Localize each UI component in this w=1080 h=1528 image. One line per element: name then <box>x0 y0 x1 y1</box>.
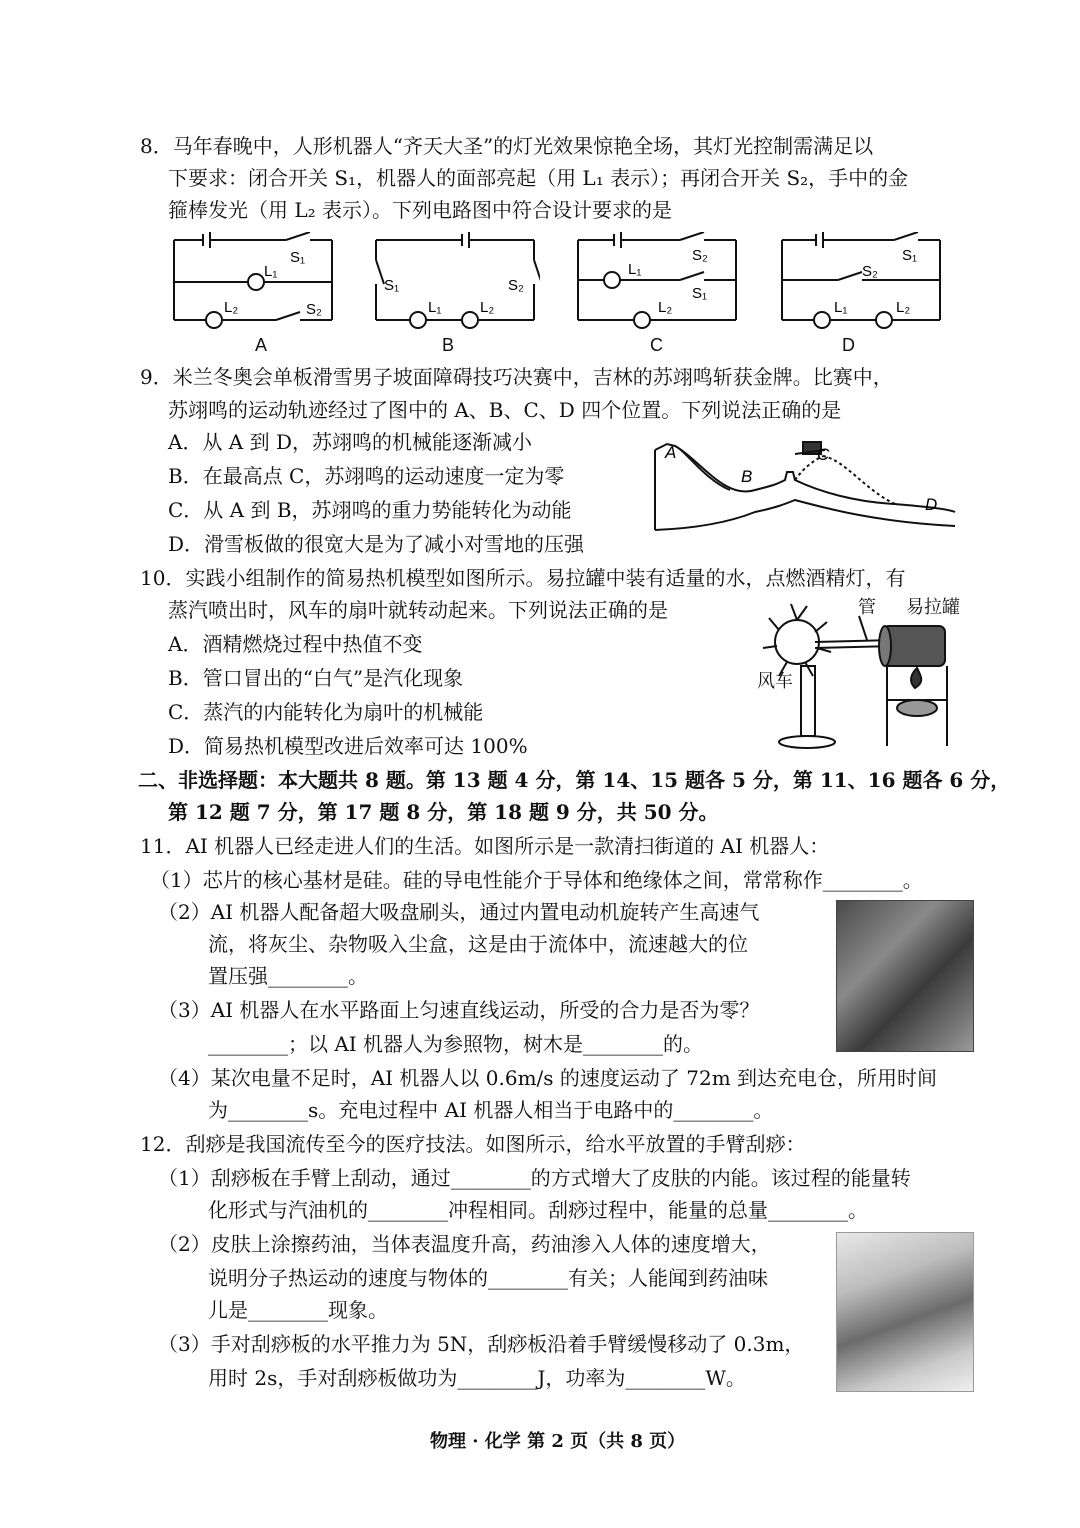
label-can: 易拉罐 <box>906 597 960 617</box>
q10-option-d: D．简易热机模型改进后效率可达 100% <box>168 734 528 758</box>
q11-part2-line3: 置压强________。 <box>208 964 368 988</box>
label-pipe: 管 <box>858 597 876 617</box>
circuit-a-l1: L₁ <box>264 263 278 280</box>
ski-label-b: B <box>741 467 753 486</box>
ski-slope-figure <box>645 430 965 535</box>
circuit-b-l2: L₂ <box>480 299 495 316</box>
q11-part1: （1）芯片的核心基材是硅。硅的导电性能介于导体和绝缘体之间，常常称作________。 <box>150 868 923 892</box>
guasha-photo <box>836 1232 974 1392</box>
ski-label-c: C <box>817 445 830 464</box>
q12-part1-line1: （1）刮痧板在手臂上刮动，通过________的方式增大了皮肤的内能。该过程的能量转 <box>158 1166 911 1190</box>
circuit-c <box>572 232 742 332</box>
circuit-d-letter: D <box>842 335 855 355</box>
q12-part3-line1: （3）手对刮痧板的水平推力为 5N，刮痧板沿着手臂缓慢移动了 0.3m， <box>158 1332 805 1356</box>
circuit-c-s2: S₂ <box>692 247 708 264</box>
circuit-a-s1: S₁ <box>290 249 306 266</box>
circuit-a-l2: L₂ <box>224 299 239 316</box>
q9-line2: 苏翊鸣的运动轨迹经过了图中的 A、B、C、D 四个位置。下列说法正确的是 <box>168 398 842 422</box>
q8-line1: 8．马年春晚中，人形机器人“齐天大圣”的灯光效果惊艳全场，其灯光控制需满足以 <box>140 134 874 158</box>
circuit-d-s2: S₂ <box>862 263 878 280</box>
q12-part2-line1: （2）皮肤上涂擦药油，当体表温度升高，药油渗入人体的速度增大， <box>158 1232 771 1256</box>
q10-option-c: C．蒸汽的内能转化为扇叶的机械能 <box>168 700 484 724</box>
q9-option-b: B．在最高点 C，苏翊鸣的运动速度一定为零 <box>168 464 565 488</box>
circuit-d-s1: S₁ <box>902 247 918 264</box>
q12-part2-line2: 说明分子热运动的速度与物体的________有关；人能闻到药油味 <box>208 1266 768 1290</box>
ski-label-a: A <box>665 443 677 462</box>
q11-stem: 11．AI 机器人已经走进人们的生活。如图所示是一款清扫街道的 AI 机器人： <box>140 834 830 858</box>
q9-option-d: D．滑雪板做的很宽大是为了减小对雪地的压强 <box>168 532 585 556</box>
circuit-b <box>370 232 540 332</box>
q11-part4-line1: （4）某次电量不足时，AI 机器人以 0.6m/s 的速度运动了 72m 到达充电仓，所用时间 <box>158 1066 938 1090</box>
circuit-c-letter: C <box>650 335 663 355</box>
circuit-d <box>776 232 946 332</box>
q10-option-b: B．管口冒出的“白气”是汽化现象 <box>168 666 464 690</box>
q11-part4-line2: 为________s。充电过程中 AI 机器人相当于电路中的________。 <box>208 1098 774 1122</box>
circuit-c-l1: L₁ <box>628 261 642 278</box>
q10-line1: 10．实践小组制作的简易热机模型如图所示。易拉罐中装有适量的水，点燃酒精灯，有 <box>140 566 906 590</box>
q12-part1-line2: 化形式与汽油机的________冲程相同。刮痧过程中，能量的总量________。 <box>208 1198 868 1222</box>
q12-part2-line3: 儿是________现象。 <box>208 1298 388 1322</box>
section2-line1: 二、非选择题：本大题共 8 题。第 13 题 4 分，第 14、15 题各 5 分，第 11、16 题各 6 分， <box>138 768 1011 792</box>
q9-option-a: A．从 A 到 D，苏翊鸣的机械能逐渐减小 <box>168 430 532 454</box>
circuit-a-letter: A <box>255 335 268 355</box>
circuit-c-s1: S₁ <box>692 285 708 302</box>
circuit-d-l1: L₁ <box>834 299 848 316</box>
circuit-d-l2: L₂ <box>896 299 911 316</box>
circuit-b-s2: S₂ <box>508 277 524 294</box>
circuit-a <box>168 232 338 332</box>
circuit-b-s1: S₁ <box>384 277 400 294</box>
q10-line2: 蒸汽喷出时，风车的扇叶就转动起来。下列说法正确的是 <box>168 598 668 622</box>
circuit-b-l1: L₁ <box>428 299 442 316</box>
page-footer: 物理 · 化学 第 2 页（共 8 页） <box>430 1431 686 1452</box>
circuit-a-s2: S₂ <box>306 301 322 318</box>
q10-option-a: A．酒精燃烧过程中热值不变 <box>168 632 423 656</box>
q12-stem: 12．刮痧是我国流传至今的医疗技法。如图所示，给水平放置的手臂刮痧： <box>140 1132 806 1156</box>
label-windmill: 风车 <box>757 671 793 691</box>
q11-part3-line1: （3）AI 机器人在水平路面上匀速直线运动，所受的合力是否为零？ <box>158 998 760 1022</box>
q11-part2-line2: 流，将灰尘、杂物吸入尘盒，这是由于流体中，流速越大的位 <box>208 932 748 956</box>
circuit-c-l2: L₂ <box>658 299 673 316</box>
q12-part3-line2: 用时 2s，手对刮痧板做功为________J，功率为________W。 <box>208 1366 746 1390</box>
q8-line2: 下要求：闭合开关 S₁，机器人的面部亮起（用 L₁ 表示）；再闭合开关 S₂，手中的金 <box>168 166 909 190</box>
section2-line2: 第 12 题 7 分，第 17 题 8 分，第 18 题 9 分，共 50 分。 <box>168 800 719 824</box>
ai-robot-photo <box>836 900 974 1052</box>
q9-option-c: C．从 A 到 B，苏翊鸣的重力势能转化为动能 <box>168 498 572 522</box>
q11-part2-line1: （2）AI 机器人配备超大吸盘刷头，通过内置电动机旋转产生高速气 <box>158 900 760 924</box>
ski-label-d: D <box>925 495 938 514</box>
q11-part3-line2: ________；以 AI 机器人为参照物，树木是________的。 <box>208 1032 704 1056</box>
q9-line1: 9．米兰冬奥会单板滑雪男子坡面障碍技巧决赛中，吉林的苏翊鸣斩获金牌。比赛中， <box>140 365 893 389</box>
q8-line3: 箍棒发光（用 L₂ 表示）。下列电路图中符合设计要求的是 <box>168 198 673 222</box>
circuit-b-letter: B <box>442 335 455 355</box>
